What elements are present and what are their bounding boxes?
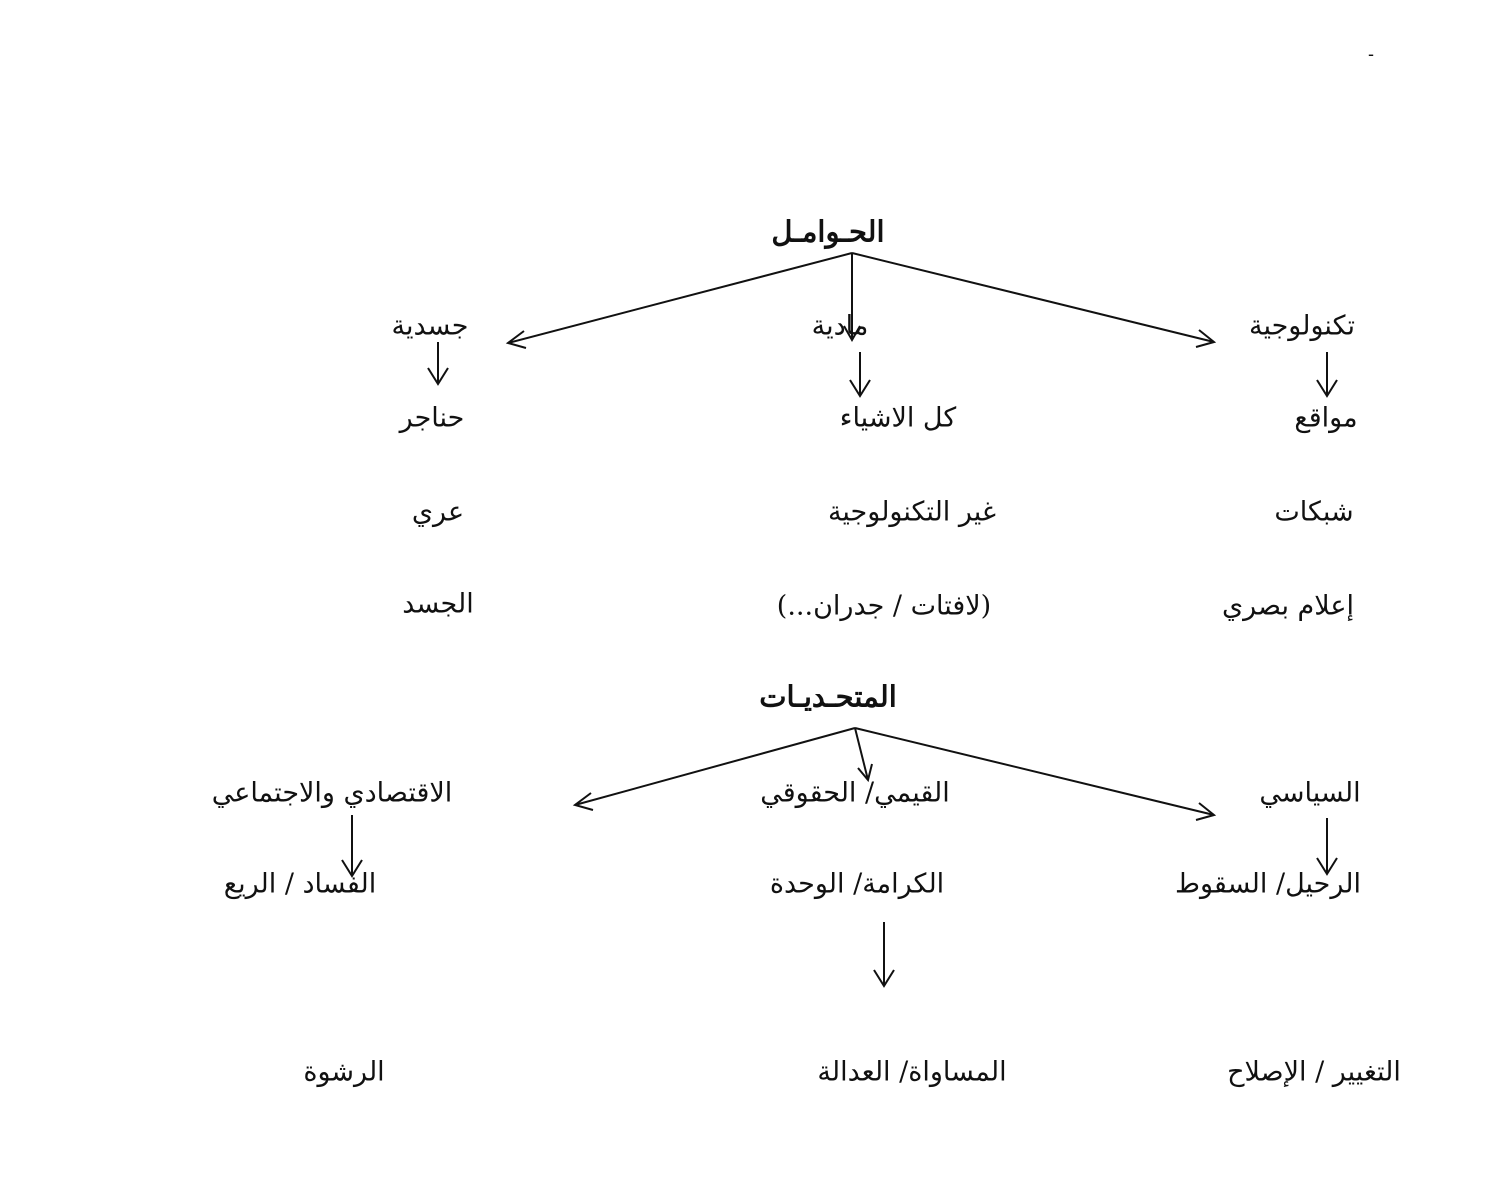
s1-left-head: جسدية (391, 310, 469, 342)
arrow-s1-left (508, 253, 852, 343)
s2-left-head: الاقتصادي والاجتماعي (211, 777, 453, 809)
s1-left-item-1: حناجر (399, 402, 465, 434)
s1-left-item-3: الجسد (402, 588, 474, 620)
s2-middle-head: القيمي/ الحقوقي (760, 777, 950, 809)
s1-right-item-2: شبكات (1274, 496, 1354, 528)
arrow-s1-right (852, 253, 1214, 342)
s2-right-item-1: الرحيل/ السقوط (1175, 868, 1361, 900)
section2-title: المتحـديـات (759, 679, 897, 714)
s2-middle-item-1: الكرامة/ الوحدة (769, 868, 945, 900)
s2-right-head: السياسي (1259, 777, 1361, 809)
s1-right-item-3: إعلام بصري (1222, 590, 1354, 622)
s1-middle-item-2: غير التكنولوجية (827, 496, 997, 528)
s1-middle-item-1: كل الاشياء (839, 402, 957, 434)
s2-right-item-2: التغيير / الإصلاح (1227, 1056, 1401, 1088)
s2-left-item-1: الفساد / الريع (223, 868, 377, 900)
s1-middle-item-3: (لافتات / جدران...) (776, 590, 992, 622)
s1-middle-head: مادية (811, 310, 869, 342)
s1-right-head: تكنولوجية (1248, 310, 1356, 342)
s2-left-item-2: الرشوة (303, 1056, 385, 1088)
section1-title: الحـوامـل (771, 214, 885, 249)
s1-right-item-1: مواقع (1294, 402, 1358, 434)
s1-left-item-2: عري (411, 496, 465, 528)
page-mark: - (1368, 44, 1374, 64)
s2-middle-item-2: المساواة/ العدالة (817, 1056, 1007, 1088)
